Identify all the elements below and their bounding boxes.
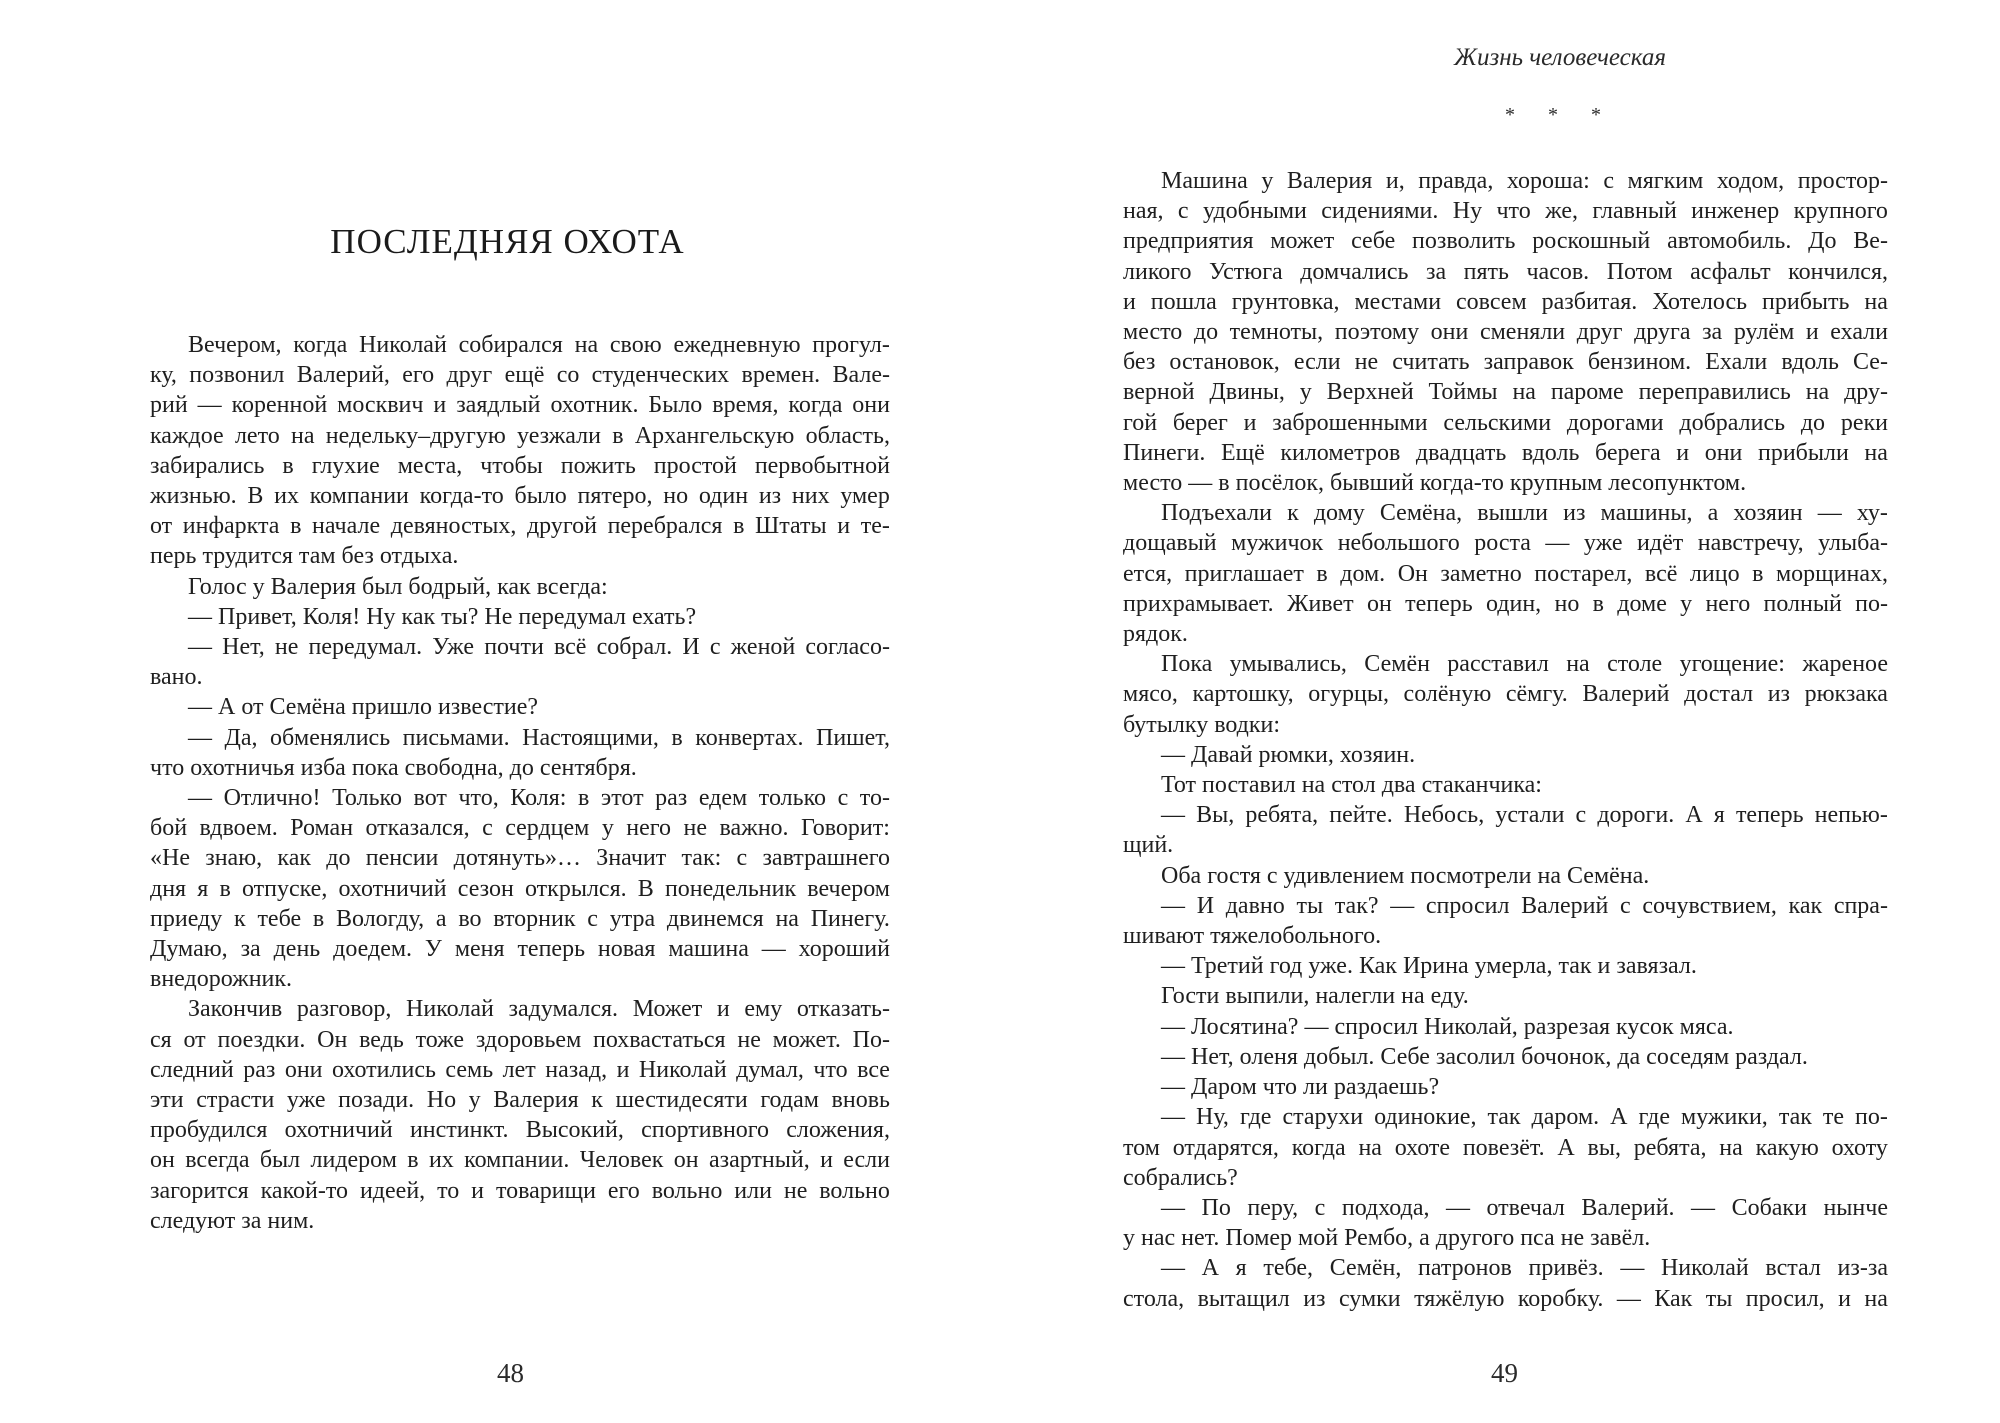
text-line: — И давно ты так? — спросил Валерий с сочувствием, как спра- — [1161, 892, 1888, 919]
text-line: жизнью. В их компании когда-то было пятеро, но один из них умер — [150, 483, 890, 510]
text-line: ку, позвонил Валерий, его друг ещё со студенческих времен. Вале- — [150, 362, 890, 389]
text-line: собрались? — [1123, 1164, 1238, 1191]
text-line: и пошла грунтовка, местами совсем разбитая. Хотелось прибыть на — [1123, 288, 1888, 315]
chapter-title: ПОСЛЕДНЯЯ ОХОТА — [330, 222, 685, 261]
left-page-text — [150, 330, 890, 1236]
text-line: место до темноты, поэтому они сменяли друг друга за рулём и ехали — [1123, 319, 1888, 346]
text-line: Думаю, за день доедем. У меня теперь новая машина — хороший — [150, 936, 890, 963]
text-line: том отдарятся, когда на охоте повезёт. А вы, ребята, на какую охоту — [1123, 1134, 1888, 1161]
text-line: Оба гостя с удивлением посмотрели на Семёна. — [1161, 862, 1650, 889]
text-line: — По перу, с подхода, — отвечал Валерий. — Собаки нынче — [1161, 1194, 1888, 1221]
text-line: — Нет, оленя добыл. Себе засолил бочонок, да соседям раздал. — [1161, 1043, 1808, 1070]
text-line: Вечером, когда Николай собирался на свою ежедневную прогул- — [188, 332, 890, 358]
text-line: — Давай рюмки, хозяин. — [1161, 741, 1416, 768]
text-line: каждое лето на недельку–другую уезжали в Архангельскую область, — [150, 422, 890, 449]
right-page-text — [1123, 166, 1888, 1314]
text-line: бутылку водки: — [1123, 711, 1281, 738]
text-line: ликого Устюга домчались за пять часов. Потом асфальт кончился, — [1123, 258, 1888, 285]
text-line: — Отлично! Только вот что, Коля: в этот раз едем только с то- — [188, 785, 890, 812]
text-line: бой вдвоем. Роман отказался, с сердцем у него не важно. Говорит: — [150, 815, 890, 842]
text-line: внедорожник. — [150, 966, 293, 993]
text-line: щий. — [1123, 832, 1174, 859]
section-asterisks: * * * — [1505, 104, 1615, 126]
text-line: — Да, обменялись письмами. Настоящими, в конвертах. Пишет, — [188, 724, 890, 751]
running-head: Жизнь человеческая — [1454, 44, 1666, 71]
text-line: мясо, картошку, огурцы, солёную сёмгу. Валерий достал из рюкзака — [1123, 681, 1888, 708]
text-line: что охотничья изба пока свободна, до сентября. — [150, 754, 637, 781]
text-line: дня я в отпуске, охотничий сезон открылся. В понедельник вечером — [150, 875, 890, 902]
page-number-right: 49 — [1491, 1358, 1518, 1388]
text-line: загорится какой-то идеей, то и товарищи его вольно или не вольно — [150, 1177, 890, 1204]
text-line: рий — коренной москвич и заядлый охотник. Было время, когда они — [150, 392, 890, 419]
text-line: эти страсти уже позади. Но у Валерия к шестидесяти годам вновь — [150, 1087, 890, 1114]
text-line: Голос у Валерия был бодрый, как всегда: — [188, 573, 608, 600]
text-line: он всегда был лидером в их компании. Человек он азартный, и если — [150, 1147, 890, 1174]
text-line: Гости выпили, налегли на еду. — [1161, 983, 1469, 1010]
text-line: гой берег и заброшенными сельскими дорогами добрались до реки — [1123, 409, 1888, 436]
text-line: вано. — [150, 664, 203, 691]
text-line: ся от поездки. Он ведь тоже здоровьем похвастаться не может. По- — [150, 1026, 890, 1053]
text-line: — Третий год уже. Как Ирина умерла, так и завязал. — [1161, 953, 1697, 980]
text-line: приеду к тебе в Вологду, а во вторник с утра двинемся на Пинегу. — [150, 905, 890, 932]
text-line: рядок. — [1123, 621, 1188, 648]
text-line: дощавый мужичок небольшого роста — уже идёт навстречу, улыба- — [1123, 530, 1888, 557]
text-line: предприятия может себе позволить роскошный автомобиль. До Ве- — [1123, 228, 1888, 255]
text-line: — А от Семёна пришло известие? — [188, 694, 538, 721]
text-line: следний раз они охотились семь лет назад, и Николай думал, что все — [150, 1056, 890, 1083]
text-line: — Нет, не передумал. Уже почти всё собрал. И с женой согласо- — [188, 634, 890, 661]
text-line: — Вы, ребята, пейте. Небось, устали с дороги. А я теперь непью- — [1161, 802, 1888, 829]
right-page — [1000, 0, 2000, 1423]
text-line: Машина у Валерия и, правда, хороша: с мягким ходом, простор- — [1161, 168, 1888, 194]
text-line: забирались в глухие места, чтобы пожить простой первобытной — [150, 452, 890, 479]
text-line: без остановок, если не считать заправок бензином. Ехали вдоль Се- — [1123, 349, 1888, 376]
text-line: Пока умывались, Семён расставил на столе угощение: жареное — [1161, 651, 1888, 678]
text-line: Тот поставил на стол два стаканчика: — [1161, 772, 1542, 799]
text-line: шивают тяжелобольного. — [1123, 923, 1382, 950]
text-line: стола, вытащил из сумки тяжёлую коробку. — Как ты просил, и на — [1123, 1285, 1888, 1312]
text-line: у нас нет. Помер мой Рембо, а другого пса не завёл. — [1123, 1225, 1651, 1252]
text-line: — Даром что ли раздаешь? — [1161, 1074, 1440, 1101]
text-line: — Ну, где старухи одинокие, так даром. А где мужики, так те по- — [1161, 1104, 1888, 1131]
text-line: прихрамывает. Живет он теперь один, но в доме у него полный по- — [1123, 590, 1888, 617]
text-line: — А я тебе, Семён, патронов привёз. — Николай встал из-за — [1161, 1255, 1888, 1282]
text-line: следуют за ним. — [150, 1207, 315, 1234]
text-line: от инфаркта в начале девяностых, другой перебрался в Штаты и те- — [150, 513, 890, 540]
text-line: «Не знаю, как до пенсии дотянуть»… Значит так: с завтрашнего — [150, 845, 890, 872]
text-line: перь трудится там без отдыха. — [150, 543, 459, 570]
text-line: Закончив разговор, Николай задумался. Может и ему отказать- — [188, 996, 890, 1023]
text-line: пробудился охотничий инстинкт. Высокий, спортивного сложения, — [150, 1117, 890, 1144]
page-number-left: 48 — [497, 1358, 524, 1388]
text-line: Подъехали к дому Семёна, вышли из машины, а хозяин — ху- — [1161, 500, 1888, 527]
text-line: — Привет, Коля! Ну как ты? Не передумал ехать? — [188, 603, 697, 630]
text-line: ная, с удобными сидениями. Ну что же, главный инженер крупного — [1123, 198, 1888, 225]
text-line: Пинеги. Ещё километров двадцать вдоль берега и они прибыли на — [1123, 439, 1888, 466]
text-line: ется, приглашает в дом. Он заметно постарел, всё лицо в морщинах, — [1123, 560, 1888, 587]
text-line: верной Двины, у Верхней Тоймы на пароме переправились на дру- — [1123, 379, 1888, 406]
text-line: — Лосятина? — спросил Николай, разрезая кусок мяса. — [1161, 1013, 1734, 1040]
text-line: место — в посёлок, бывший когда-то крупным лесопунктом. — [1123, 470, 1747, 497]
